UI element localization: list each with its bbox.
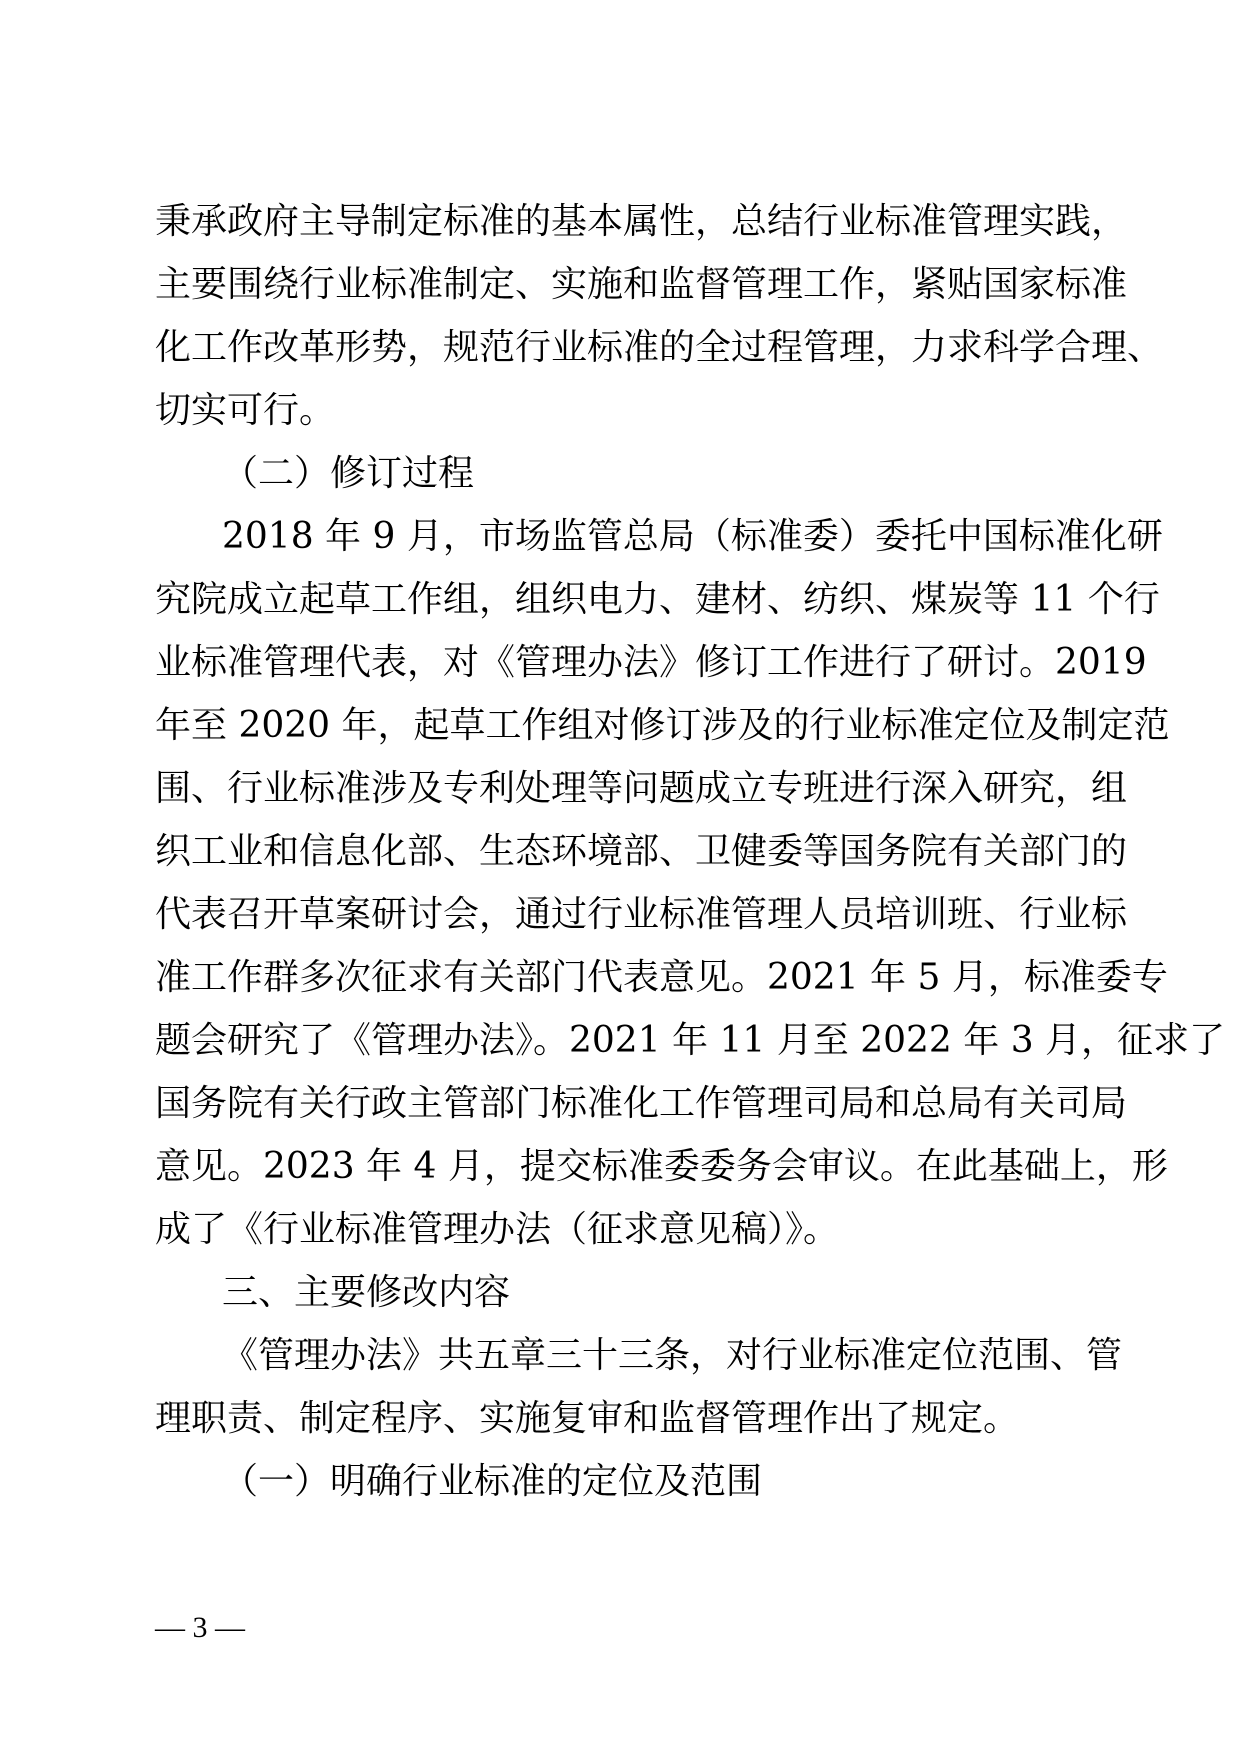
paragraph-line: 成了《行业标准管理办法（征求意见稿）》。 (155, 1209, 840, 1250)
paragraph-line: 《管理办法》共五章三十三条，对行业标准定位范围、管 (222, 1335, 1123, 1376)
paragraph-line: 意见。2023 年 4 月，提交标准委委务会审议。在此基础上，形 (155, 1146, 1168, 1187)
section-heading-main: 三、主要修改内容 (222, 1272, 511, 1313)
paragraph-line: 究院成立起草工作组，组织电力、建材、纺织、煤炭等 11 个行 (155, 579, 1160, 620)
paragraph-line: 年至 2020 年，起草工作组对修订涉及的行业标准定位及制定范 (155, 705, 1170, 746)
paragraph-line: 国务院有关行政主管部门标准化工作管理司局和总局有关司局 (155, 1083, 1128, 1124)
section-heading-revision: （二）修订过程 (222, 453, 475, 494)
paragraph-line: 切实可行。 (155, 390, 336, 431)
paragraph-line: 理职责、制定程序、实施复审和监督管理作出了规定。 (155, 1398, 1020, 1439)
paragraph-line: 围、行业标准涉及专利处理等问题成立专班进行深入研究，组 (155, 768, 1128, 809)
paragraph-line: 织工业和信息化部、生态环境部、卫健委等国务院有关部门的 (155, 831, 1128, 872)
paragraph-line: 秉承政府主导制定标准的基本属性，总结行业标准管理实践， (155, 201, 1128, 242)
paragraph-line: 业标准管理代表，对《管理办法》修订工作进行了研讨。2019 (155, 642, 1147, 683)
subsection-heading: （一）明确行业标准的定位及范围 (222, 1461, 763, 1502)
paragraph-line: 代表召开草案研讨会，通过行业标准管理人员培训班、行业标 (155, 894, 1128, 935)
paragraph-line: 题会研究了《管理办法》。2021 年 11 月至 2022 年 3 月，征求了 (155, 1020, 1226, 1061)
paragraph-line: 主要围绕行业标准制定、实施和监督管理工作，紧贴国家标准 (155, 264, 1128, 305)
paragraph-line: 准工作群多次征求有关部门代表意见。2021 年 5 月，标准委专 (155, 957, 1168, 998)
page-number: — 3 — (155, 1611, 245, 1644)
paragraph-line: 化工作改革形势，规范行业标准的全过程管理，力求科学合理、 (155, 327, 1164, 368)
paragraph-line: 2018 年 9 月，市场监管总局（标准委）委托中国标准化研 (222, 516, 1163, 557)
